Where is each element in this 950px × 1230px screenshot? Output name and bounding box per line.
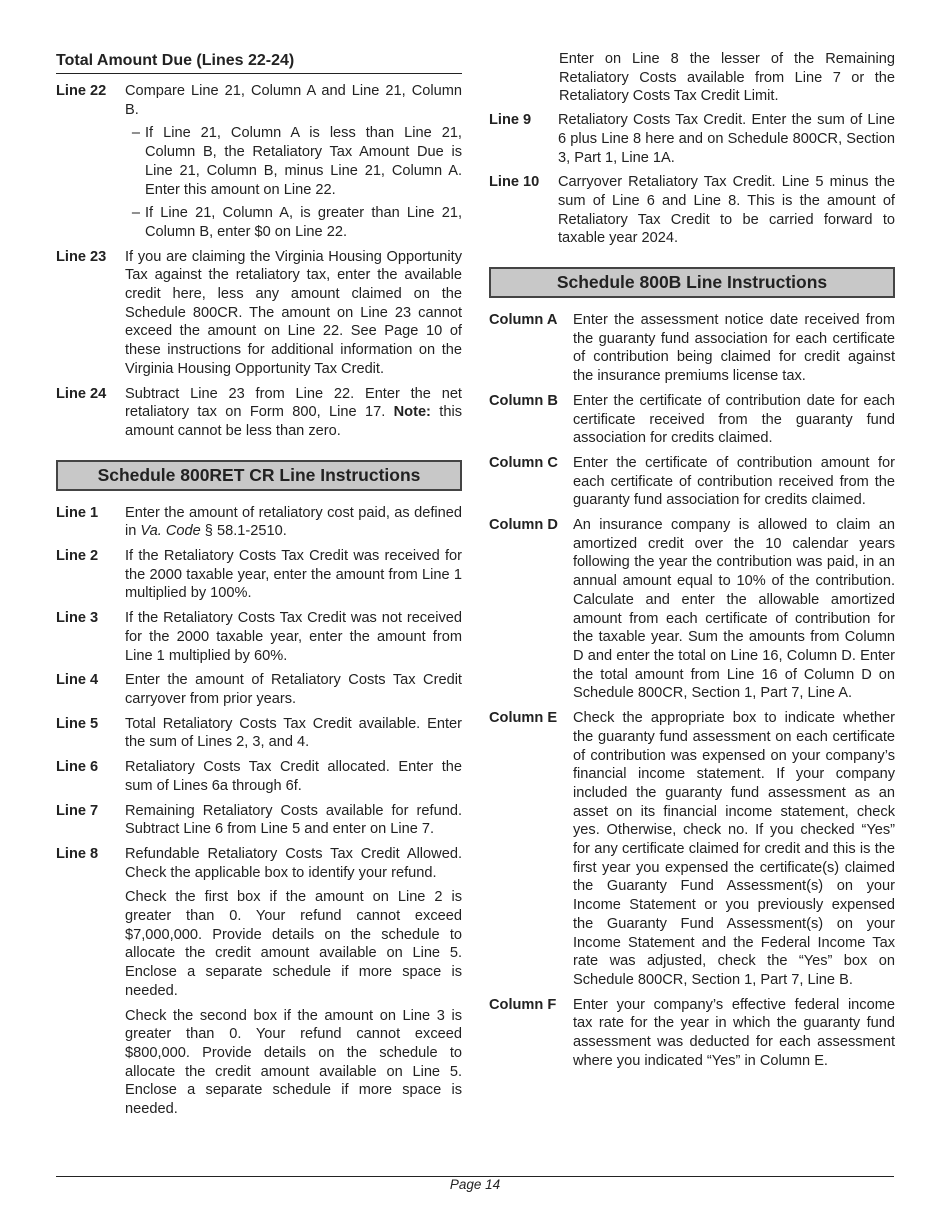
dash-marker: – (131, 205, 140, 222)
line-3 (56, 609, 462, 665)
schedule-800b-header: Schedule 800B Line Instructions (489, 267, 895, 298)
line-9 (489, 111, 895, 167)
column-text: An insurance company is allowed to claim an amortized credit over the 10 calendar years following the year the contribution was paid, in an annual amount equal to 10% of the contribution. Calculate and enter the allowable amortized amount from each certificate of contribution for the taxable year. Sum the amounts from Column D and enter the total on Line 16, Column D. Enter the total amount from Line 16 of Column D on Schedule 800CR, Section 1, Part 7, Line A. (573, 517, 895, 702)
line-2 (56, 547, 462, 603)
line-8-continuation: Enter on Line 8 the lesser of the Remaining Retaliatory Costs available from Line 7 or the Retaliatory Costs Tax Credit Limit. (559, 51, 895, 105)
schedule-800ret-cr-header: Schedule 800RET CR Line Instructions (56, 460, 462, 491)
bullet-text: If Line 21, Column A, is greater than Line 21, Column B, enter $0 on Line 22. (145, 205, 462, 240)
column-label: Column F (489, 996, 557, 1013)
line-10 (489, 173, 895, 248)
line-8-paragraph: Check the second box if the amount on Line 3 is greater than 0. Your refund cannot exceed $800,000. Provide details on the schedule to allocate the credit amount available on Line 5. Enclose a separate schedule if more space is needed. (125, 1007, 462, 1118)
line-text (125, 385, 462, 441)
line-24-text-before: Subtract Line 23 from Line 22. Enter the net retaliatory tax on Form 800, Line 17. (125, 385, 462, 421)
section-title-total-amount-due: Total Amount Due (Lines 22-24) (56, 50, 462, 74)
line-text: Carryover Retaliatory Tax Credit. Line 5 minus the sum of Line 6 and Line 8. This is the amount of Retaliatory Tax Credit to be carried forward to taxable year 2024. (558, 174, 895, 247)
line-6 (56, 758, 462, 795)
column-label: Column B (489, 392, 558, 409)
column-c (489, 454, 895, 510)
line-label: Line 4 (56, 672, 99, 689)
line-text: Remaining Retaliatory Costs available for refund. Subtract Line 6 from Line 5 and enter on Line 7. (125, 802, 462, 838)
line-24 (56, 385, 462, 441)
column-label: Column A (489, 312, 558, 329)
column-label: Column D (489, 517, 558, 534)
column-text: Check the appropriate box to indicate whether the guaranty fund assessment on each certificate of contribution was expensed on your company’s financial income statement. If your company included the guaranty fund assessment as an asset on its financial income statement, check yes. Otherwise, check no. If you checked “Yes” for any certificate claimed for credit and this is the first year you expensed the certificate(s) claimed the Guaranty Fund Assessment(s) on your Income Statement or you previously expensed the Guaranty Fund Assessment(s) on your Income Statement and the Federal Income Tax rate was adjusted, check the “Yes” box on Schedule 800CR, Section 1, Part 7, Line B. (573, 710, 895, 988)
line-label: Line 8 (56, 845, 99, 862)
line-label: Line 3 (56, 610, 99, 627)
line-text: Retaliatory Costs Tax Credit allocated. Enter the sum of Lines 6a through 6f. (125, 759, 462, 794)
column-text: Enter the certificate of contribution amount for each certificate of contribution received from the guaranty fund association for credits claimed. (573, 454, 895, 509)
line-8-paragraph: Refundable Retaliatory Costs Tax Credit Allowed. Check the applicable box to identify your refund. (125, 845, 462, 881)
line-7 (56, 802, 462, 839)
line-24-text-after: this amount cannot be less than zero. (125, 404, 462, 439)
line-text: Enter the amount of Retaliatory Costs Tax Credit carryover from prior years. (125, 672, 462, 707)
line-label: Line 24 (56, 385, 107, 402)
line-1-text-after: § 58.1-2510. (200, 523, 287, 540)
column-text: Enter your company’s effective federal income tax rate for the year in which the guaranty fund assessment was deducted for each assessment where you indicated “Yes” in Column E. (573, 996, 895, 1069)
line-22 (56, 82, 462, 242)
bullet-item (125, 204, 462, 241)
line-1-text-before: Enter the amount of retaliatory cost paid, as defined in (125, 504, 462, 540)
line-label: Line 5 (56, 715, 99, 732)
column-f (489, 996, 895, 1071)
line-label: Line 7 (56, 802, 99, 819)
line-text (125, 845, 462, 1119)
line-1 (56, 504, 462, 541)
line-label: Line 1 (56, 504, 99, 521)
line-text (125, 82, 462, 242)
column-a (489, 311, 895, 386)
line-label: Line 2 (56, 548, 99, 565)
line-text: Retaliatory Costs Tax Credit. Enter the sum of Line 6 plus Line 8 here and on Schedule 800CR, Section 3, Part 1, Line 1A. (558, 112, 895, 166)
column-e (489, 709, 895, 990)
dash-marker: – (131, 125, 140, 142)
line-text: If the Retaliatory Costs Tax Credit was not received for the 2000 taxable year, enter the amount from Line 1 multiplied by 60%. (125, 610, 462, 664)
line-23 (56, 248, 462, 379)
bullet-text: If Line 21, Column A is less than Line 21, Column B, the Retaliatory Tax Amount Due is Line 21, Column B, minus Line 21, Column A. Enter this amount on Line 22. (145, 125, 462, 198)
line-label: Line 9 (489, 112, 532, 129)
line-4 (56, 671, 462, 708)
left-column (56, 50, 462, 1125)
line-text: If you are claiming the Virginia Housing Opportunity Tax against the retaliatory tax, enter the available credit here, less any amount claimed on the Schedule 800CR. The amount on Line 23 cannot exceed the amount on Line 22. See Page 10 of these instructions for additional information on the Virginia Housing Opportunity Tax Credit. (125, 248, 462, 377)
column-b (489, 392, 895, 448)
right-column (489, 50, 895, 1076)
line-label: Line 6 (56, 759, 99, 776)
column-d (489, 516, 895, 703)
note-label: Note: (393, 404, 431, 421)
column-text: Enter the assessment notice date received from the guaranty fund association for each certificate of contribution being claimed for credit against the insurance premiums license tax. (573, 312, 895, 385)
line-8-paragraph: Check the first box if the amount on Line 2 is greater than 0. Your refund cannot exceed $7,000,000. Provide details on the schedule to allocate the credit amount available on Line 5. Enclose a separate schedule if more space is needed. (125, 889, 462, 999)
va-code-citation: Va. Code (140, 523, 201, 540)
page-number: Page 14 (449, 1177, 501, 1192)
line-label: Line 10 (489, 174, 540, 191)
column-label: Column C (489, 454, 558, 471)
column-text: Enter the certificate of contribution date for each certificate received from the guaranty fund association for credits claimed. (573, 392, 895, 447)
line-text: Total Retaliatory Costs Tax Credit available. Enter the sum of Lines 2, 3, and 4. (125, 715, 462, 751)
line-22-intro: Compare Line 21, Column A and Line 21, Column B. (125, 83, 462, 118)
line-label: Line 23 (56, 248, 107, 265)
line-8 (56, 845, 462, 1119)
column-label: Column E (489, 710, 558, 727)
line-5 (56, 715, 462, 752)
line-text: If the Retaliatory Costs Tax Credit was received for the 2000 taxable year, enter the amount from Line 1 multiplied by 100%. (125, 548, 462, 602)
line-label: Line 22 (56, 83, 107, 99)
line-text (125, 504, 462, 541)
bullet-item (125, 124, 462, 199)
